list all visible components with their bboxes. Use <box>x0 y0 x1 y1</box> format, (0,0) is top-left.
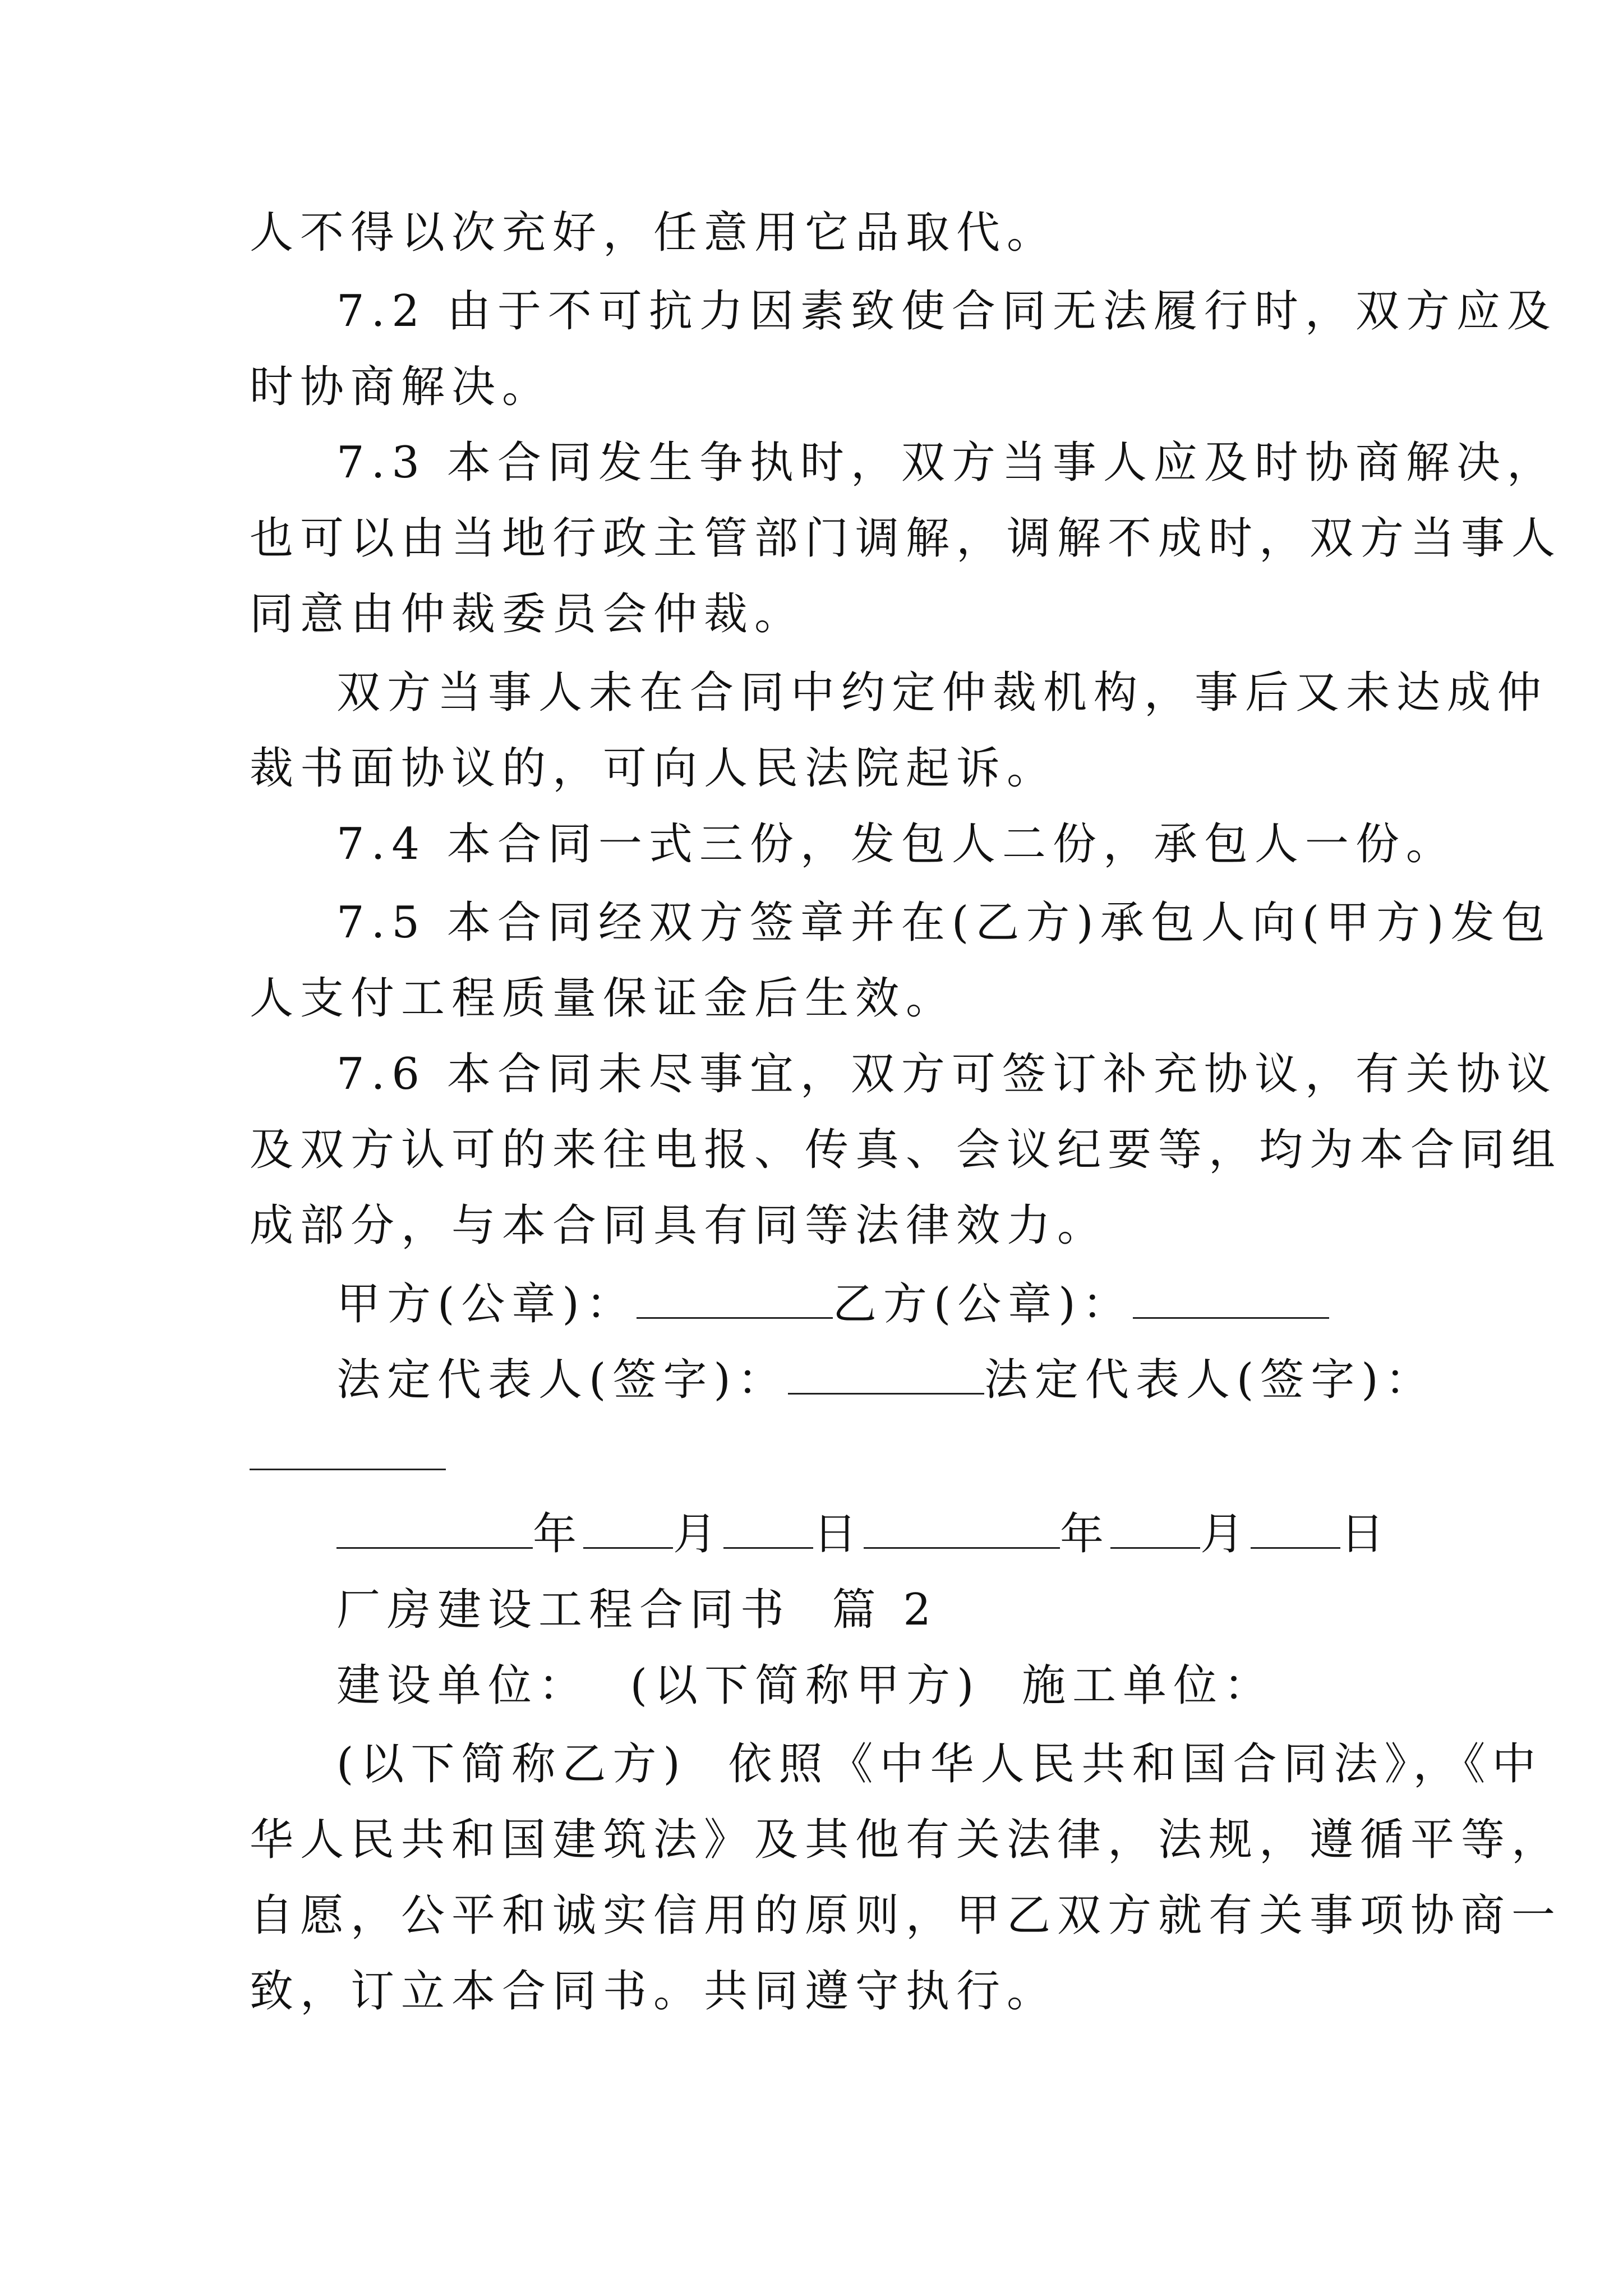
party-a-seal-label: 甲方(公章)： <box>336 1279 637 1329</box>
seal-line <box>336 1276 1497 1332</box>
section-heading: 厂房建设工程合同书 篇 2 <box>336 1585 938 1635</box>
party-b-legal-rep-blank <box>250 1429 446 1470</box>
paragraph-line: 裁书面协议的，可向人民法院起诉。 <box>250 743 1058 794</box>
party-b-legal-rep-label: 法定代表人(签字)： <box>984 1355 1436 1405</box>
paragraph-line: 及双方认可的来往电报、传真、会议纪要等，均为本合同组 <box>250 1125 1562 1175</box>
party-b-seal-label: 乙方(公章)： <box>832 1279 1133 1329</box>
party-a-seal-blank <box>637 1278 833 1319</box>
party-b-legal-rep-blank-line <box>250 1428 1410 1484</box>
paragraph-line: 同意由仲裁委员会仲裁。 <box>250 589 805 639</box>
paragraph-line: 致，订立本合同书。共同遵守执行。 <box>250 1966 1058 2017</box>
paragraph-line: 也可以由当地行政主管部门调解，调解不成时，双方当事人 <box>250 513 1562 564</box>
party-b-day-blank <box>1251 1508 1340 1549</box>
party-a-legal-rep-blank <box>788 1354 984 1395</box>
paragraph-line: 人不得以次充好，任意用它品取代。 <box>250 208 1058 258</box>
month-label: 月 <box>673 1509 724 1559</box>
clause-7-3: 7.3 本合同发生争执时，双方当事人应及时协商解决， <box>336 438 1557 488</box>
clause-7-6: 7.6 本合同未尽事宜，双方可签订补充协议，有关协议 <box>336 1049 1557 1099</box>
legal-rep-line <box>336 1352 1497 1408</box>
party-b-seal-blank <box>1133 1278 1329 1319</box>
year-label: 年 <box>533 1509 584 1559</box>
day-label: 日 <box>1340 1509 1391 1559</box>
clause-7-4: 7.4 本合同一式三份，发包人二份，承包人一份。 <box>336 819 1456 869</box>
arbitration-paragraph: 双方当事人未在合同中约定仲裁机构，事后又未达成仲 <box>336 668 1548 718</box>
month-label: 月 <box>1200 1509 1251 1559</box>
paragraph-line: 自愿，公平和诚实信用的原则，甲乙双方就有关事项协商一 <box>250 1890 1562 1941</box>
party-a-day-blank <box>723 1508 813 1549</box>
paragraph-line: 人支付工程质量保证金后生效。 <box>250 973 957 1024</box>
paragraph-line: 建设单位： (以下简称甲方) 施工单位： <box>336 1660 1275 1711</box>
date-line <box>336 1506 1497 1562</box>
party-b-month-blank <box>1110 1508 1200 1549</box>
party-a-month-blank <box>583 1508 673 1549</box>
day-label: 日 <box>813 1509 864 1559</box>
party-b-year-blank <box>864 1508 1060 1549</box>
paragraph-line: 成部分，与本合同具有同等法律效力。 <box>250 1200 1108 1251</box>
year-label: 年 <box>1060 1509 1111 1559</box>
paragraph-line: (以下简称乙方) 依照《中华人民共和国合同法》，《中 <box>336 1739 1543 1789</box>
clause-7-5: 7.5 本合同经双方签章并在(乙方)承包人向(甲方)发包 <box>336 898 1552 948</box>
clause-7-2: 7.2 由于不可抗力因素致使合同无法履行时，双方应及 <box>336 286 1557 337</box>
party-a-legal-rep-label: 法定代表人(签字)： <box>336 1355 788 1405</box>
paragraph-line: 华人民共和国建筑法》及其他有关法律，法规，遵循平等， <box>250 1815 1562 1865</box>
paragraph-line: 时协商解决。 <box>250 362 553 412</box>
party-a-year-blank <box>336 1508 533 1549</box>
